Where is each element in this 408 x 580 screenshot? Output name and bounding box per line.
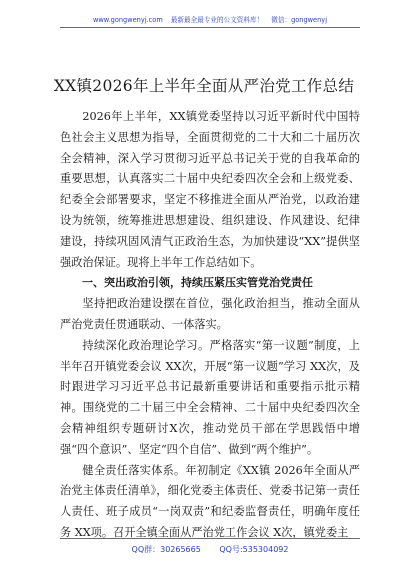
qq-number: QQ号:535304092 (219, 545, 289, 554)
site-tagline: 最新最全最专业的公文资料库！ (170, 16, 264, 24)
section-heading-1: 一、突出政治引领，持续压紧压实管党治党责任 (82, 276, 313, 290)
body-paragraph: 健全责任落实体系。年初制定《XX镇 2026年全面从严治党主体责任清单》，细化党委主体责任、党委书记第一责任人责任、班子成员“一岗双责”和纪委监督责任，明确年度任务 XX项。召开全镇全面从严治党工作会议 X次，镇党委主 (60, 463, 360, 539)
page-footer (60, 544, 360, 555)
intro-paragraph: 2026年上半年，XX镇党委坚持以习近平新时代中国特色社会主义思想为指导，全面贯彻党的二十大和二十届历次全会精神，深入学习贯彻习近平总书记关于党的自我革命的重要思想，认真落实二十届中央纪委四次全会和上级党委、纪委全会部署要求，坚定不移推进全面从严治党，以政治建设为统领，统筹推进思想建设、组织建设、作风建设、纪律建设，持续巩固风清气正政治生态，为加快建设“XX”提供坚强政治保证。现将上半年工作总结如下。 (60, 110, 360, 269)
header-divider (60, 27, 360, 28)
page-header (60, 14, 360, 24)
body-paragraph: 持续深化政治理论学习。严格落实“第一议题”制度，上半年召开镇党委会议 XX次，开展“第一议题”学习 XX次，及时跟进学习习近平总书记最新重要讲话和重要指示批示精神。围绕党的二十届三中全会精神、二十届中央纪委四次全会精神组织专题研讨X次，推动党员干部在学思践悟中增强“四个意识”、坚定“四个自信”、做到“两个维护”。 (60, 338, 360, 456)
document-body (60, 107, 360, 544)
site-link[interactable]: www.gongwenyj.com (92, 16, 163, 24)
body-paragraph: 坚持把政治建设摆在首位，强化政治担当，推动全面从严治党责任贯通联动、一体落实。 (60, 297, 360, 331)
footer-divider (60, 538, 360, 539)
wechat-id: 微信：gongwenyj (271, 16, 328, 24)
qq-group: QQ群：30265665 (131, 545, 201, 554)
document-title: XX镇2026年上半年全面从严治党工作总结 (53, 77, 355, 95)
